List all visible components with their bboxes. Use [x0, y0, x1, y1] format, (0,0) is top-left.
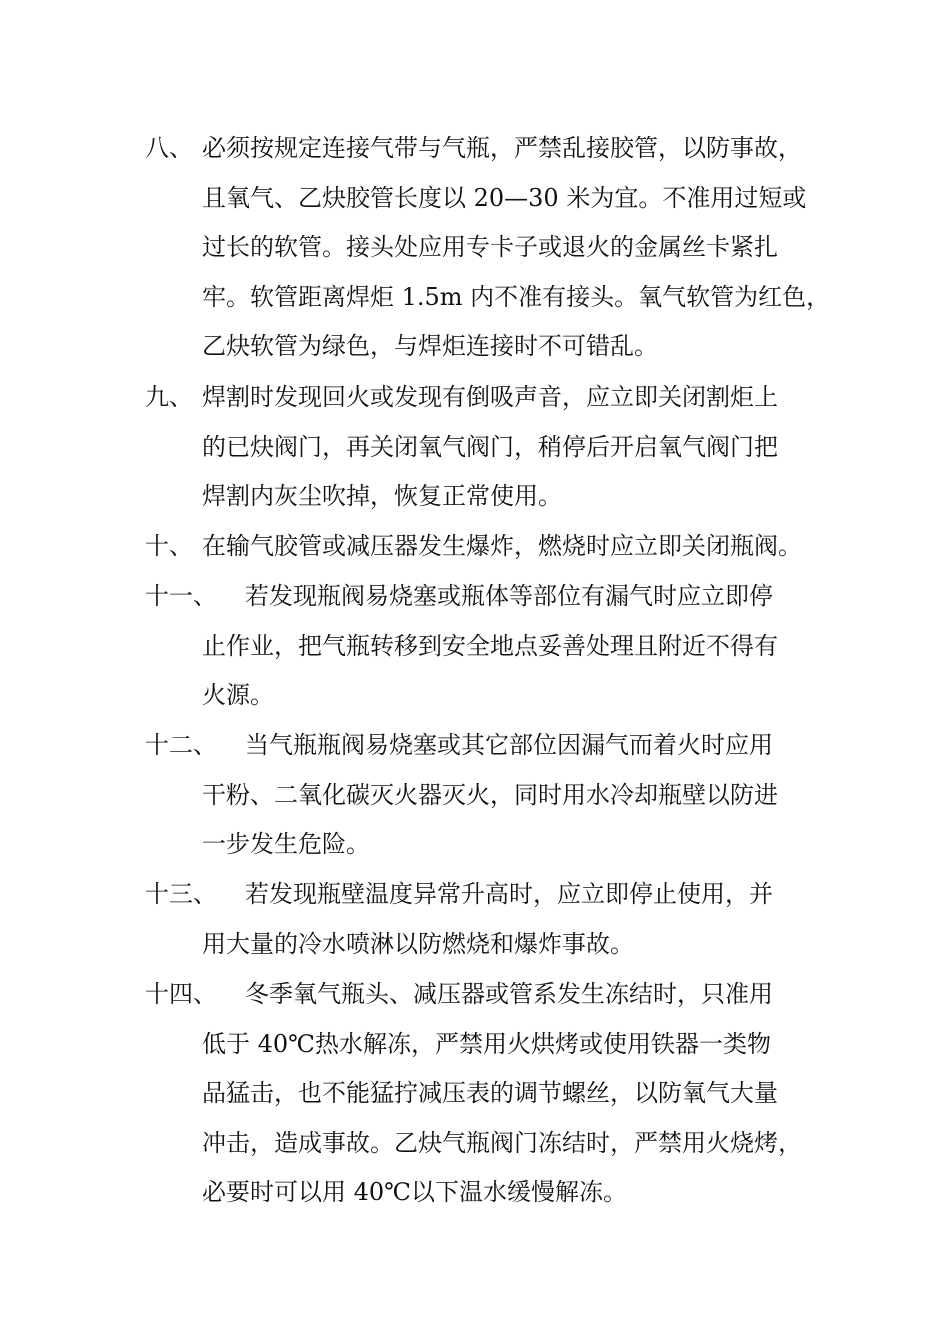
- text-line: 的已炔阀门，再关闭氧气阀门，稍停后开启氧气阀门把: [202, 432, 778, 461]
- text-line: 且氧气、乙炔胶管长度以 20—30 米为宜。不准用过短或: [202, 183, 807, 212]
- text-line: 用大量的冷水喷淋以防燃烧和爆炸事故。: [202, 929, 634, 958]
- text-line: 若发现瓶阀易烧塞或瓶体等部位有漏气时应立即停: [245, 582, 773, 610]
- text-line: 过长的软管。接头处应用专卡子或退火的金属丝卡紧扎: [202, 233, 778, 261]
- text-line: 牢。软管距离焊炬 1.5m 内不准有接头。氧气软管为红色，: [202, 282, 831, 311]
- text-line: 在输气胶管或减压器发生爆炸，燃烧时应立即关闭瓶阀。: [202, 532, 802, 560]
- section-body: [202, 870, 814, 969]
- section-number: 九、: [145, 383, 193, 411]
- text-line: 低于 40℃热水解冻，严禁用火烘烤或使用铁器一类物: [202, 1029, 772, 1058]
- text-line: 冬季氧气瓶头、减压器或管系发生冻结时，只准用: [245, 980, 773, 1008]
- text-line: 必要时可以用 40℃以下温水缓慢解冻。: [202, 1178, 628, 1206]
- section-number: 十、: [145, 532, 193, 560]
- section-number: 十三、: [145, 880, 217, 908]
- section-body: [202, 373, 814, 522]
- text-line: 冲击，造成事故。乙炔气瓶阀门冻结时，严禁用火烧烤，: [202, 1128, 802, 1157]
- section-body: [202, 970, 814, 1218]
- section-number: 十四、: [145, 980, 217, 1008]
- section-number: 十二、: [145, 731, 217, 759]
- section-body: [202, 124, 831, 372]
- section-body: [202, 721, 814, 870]
- text-line: 止作业，把气瓶转移到安全地点妥善处理且附近不得有: [202, 631, 778, 660]
- text-line: 焊割内灰尘吹掉，恢复正常使用。: [202, 482, 562, 510]
- text-line: 若发现瓶壁温度异常升高时，应立即停止使用，并: [245, 880, 773, 908]
- section-body: [202, 522, 814, 572]
- text-line: 品猛击，也不能猛拧减压表的调节螺丝，以防氧气大量: [202, 1079, 778, 1107]
- section-number: 十一、: [145, 582, 217, 610]
- text-line: 火源。: [202, 681, 274, 709]
- section-number: 八、: [145, 134, 193, 162]
- text-line: 焊割时发现回火或发现有倒吸声音，应立即关闭割炬上: [202, 383, 778, 411]
- text-line: 必须按规定连接气带与气瓶，严禁乱接胶管，以防事故，: [202, 134, 802, 162]
- text-line: 当气瓶瓶阀易烧塞或其它部位因漏气而着火时应用: [245, 731, 773, 759]
- text-line: 一步发生危险。: [202, 830, 370, 858]
- section-body: [202, 572, 814, 721]
- text-line: 乙炔软管为绿色，与焊炬连接时不可错乱。: [202, 332, 658, 360]
- text-line: 干粉、二氧化碳灭火器灭火，同时用水冷却瓶壁以防进: [202, 780, 778, 809]
